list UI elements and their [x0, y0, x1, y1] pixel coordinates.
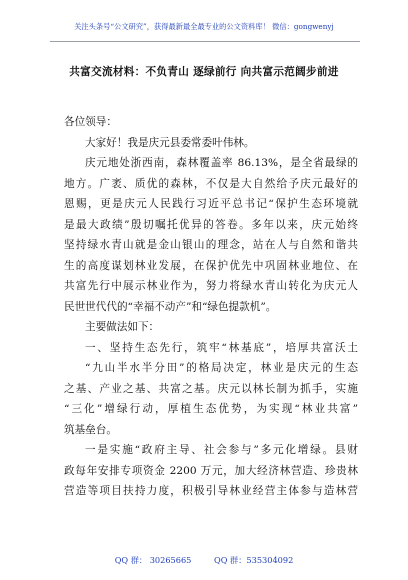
paragraph-line: 之基、产业之基、共富之基。庆元以林长制为抓手，实施	[64, 382, 358, 395]
paragraph-line: 政每年安排专项资金 2200 万元，加大经济林营造、珍贵林	[64, 464, 358, 477]
paragraph-line: “九山半水半分田”的格局决定，林业是庆元的生态	[85, 362, 358, 374]
paragraph-line: 筑基垒台。	[64, 423, 117, 436]
paragraph-line: 共富先行中展示林业作为，努力将绿水青山转化为庆元人	[64, 280, 358, 292]
greeting: 大家好！我是庆元县委常委叶伟林。	[85, 136, 255, 149]
document-body	[64, 112, 358, 502]
paragraph-line: 庆元地处浙西南，森林覆盖率 86.13%，是全省最绿的	[85, 157, 358, 169]
paragraph-line: 恩赐，更是庆元人民践行习近平总书记“保护生态环境就	[64, 198, 358, 210]
paragraph-line: “三化”增绿行动，厚植生态优势，为实现“林业共富”	[64, 403, 358, 415]
paragraph-line: 营造等项目扶持力度，积极引导林业经营主体参与造林营	[64, 485, 358, 497]
paragraph-line: 坚持绿水青山就是金山银山的理念，站在人与自然和谐共	[64, 239, 358, 251]
section-intro: 主要做法如下：	[85, 321, 160, 333]
header-divider	[50, 41, 360, 42]
header-notice: 关注头条号“公文研究”，获得最新最全最专业的公文资料库！ 微信：gongwenyj	[74, 22, 334, 31]
document-title: 共富交流材料：不负青山 逐绿前行 向共富示范阔步前进	[69, 66, 339, 78]
footer-qq-group-2: QQ 群：535304092	[214, 555, 294, 565]
paragraph-line: 生的高度谋划林业发展，在保护优先中巩固林业地位、在	[64, 259, 358, 272]
paragraph-line: 地方。广袤、质优的森林，不仅是大自然给予庆元最好的	[64, 177, 358, 190]
salutation: 各位领导：	[64, 116, 117, 128]
section-heading: 一、坚持生态先行，筑牢“林基底”，培厚共富沃土	[85, 341, 358, 354]
footer-qq-group-1: QQ 群： 30265665	[114, 555, 192, 565]
paragraph-line: 民世世代代的“幸福不动产”和“绿色提款机”。	[64, 300, 277, 313]
paragraph-line: 是最大政绩”殷切嘱托优异的答卷。多年以来，庆元始终	[64, 218, 358, 231]
paragraph-line: 一是实施“政府主导、社会参与”多元化增绿。县财	[85, 444, 358, 456]
footer-contacts	[0, 555, 408, 566]
